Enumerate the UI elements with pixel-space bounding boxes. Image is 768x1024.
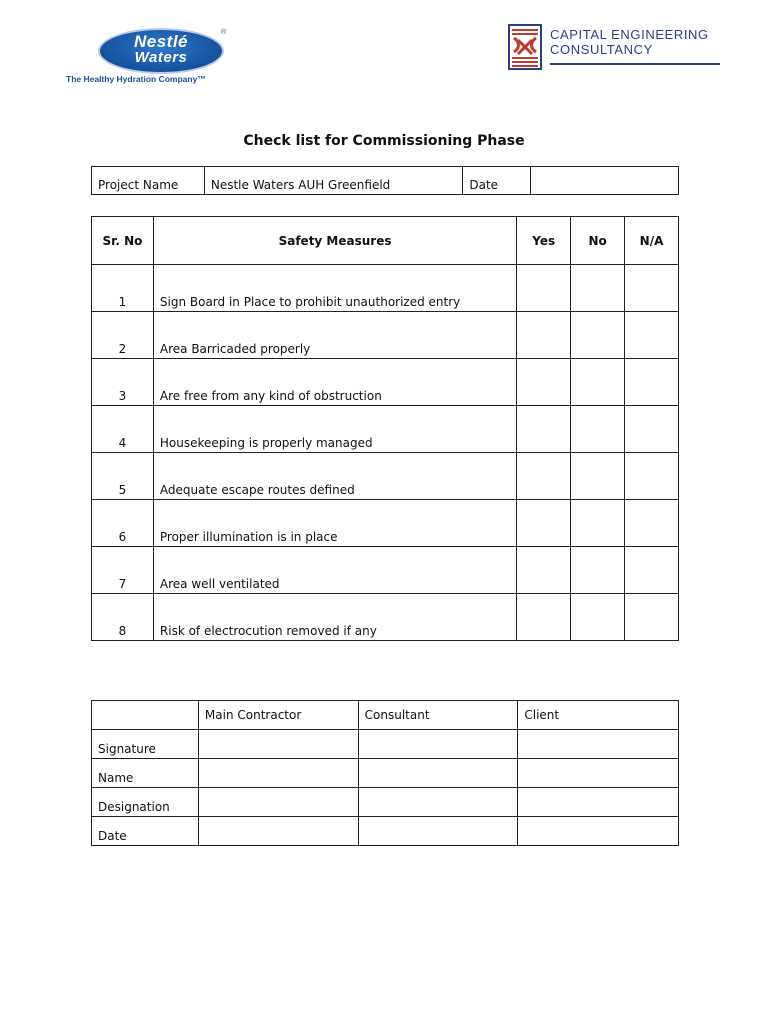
yes-cell[interactable] — [517, 547, 571, 594]
yes-cell[interactable] — [517, 265, 571, 312]
row-measure: Adequate escape routes defined — [153, 453, 516, 500]
project-name-value[interactable]: Nestle Waters AUH Greenfield — [204, 167, 463, 195]
document-title: Check list for Commissioning Phase — [243, 133, 525, 149]
signoff-field[interactable] — [358, 730, 518, 759]
row-srno: 6 — [92, 500, 154, 547]
no-cell[interactable] — [571, 547, 625, 594]
row-srno: 8 — [92, 594, 154, 641]
na-cell[interactable] — [625, 265, 679, 312]
signoff-row-label: Name — [92, 759, 199, 788]
capital-engineering-logo — [508, 24, 723, 74]
safety-checklist-table — [91, 216, 679, 641]
signoff-col-main-contractor: Main Contractor — [198, 701, 358, 730]
signoff-field[interactable] — [198, 759, 358, 788]
signoff-row — [92, 759, 679, 788]
nestle-waters-logo — [66, 24, 266, 88]
signoff-field[interactable] — [518, 817, 679, 846]
signoff-field[interactable] — [198, 730, 358, 759]
yes-cell[interactable] — [517, 594, 571, 641]
signoff-col-client: Client — [518, 701, 679, 730]
signoff-field[interactable] — [518, 730, 679, 759]
table-row — [92, 312, 679, 359]
table-row — [92, 453, 679, 500]
signoff-row — [92, 730, 679, 759]
header-no: No — [571, 217, 625, 265]
yes-cell[interactable] — [517, 312, 571, 359]
nestle-tagline: The Healthy Hydration Company™ — [66, 74, 206, 84]
row-srno: 7 — [92, 547, 154, 594]
nestle-brand-line2: Waters — [134, 49, 188, 66]
na-cell[interactable] — [625, 500, 679, 547]
signoff-row-label: Designation — [92, 788, 199, 817]
signoff-header-row — [92, 701, 679, 730]
cec-underline — [550, 63, 720, 65]
no-cell[interactable] — [571, 359, 625, 406]
yes-cell[interactable] — [517, 453, 571, 500]
na-cell[interactable] — [625, 406, 679, 453]
row-measure: Area well ventilated — [153, 547, 516, 594]
table-row — [92, 594, 679, 641]
project-info-table — [91, 166, 679, 195]
table-row — [92, 265, 679, 312]
project-date-value[interactable] — [531, 167, 679, 195]
yes-cell[interactable] — [517, 359, 571, 406]
signoff-field[interactable] — [198, 788, 358, 817]
signoff-col-consultant: Consultant — [358, 701, 518, 730]
yes-cell[interactable] — [517, 500, 571, 547]
signoff-row — [92, 788, 679, 817]
na-cell[interactable] — [625, 453, 679, 500]
yes-cell[interactable] — [517, 406, 571, 453]
cec-name-line1: CAPITAL ENGINEERING — [550, 27, 709, 42]
nestle-brand-line1: Nestlé — [133, 32, 189, 51]
no-cell[interactable] — [571, 265, 625, 312]
na-cell[interactable] — [625, 547, 679, 594]
no-cell[interactable] — [571, 500, 625, 547]
project-info-row — [92, 167, 679, 195]
na-cell[interactable] — [625, 312, 679, 359]
table-row — [92, 406, 679, 453]
signoff-field[interactable] — [358, 759, 518, 788]
table-row — [92, 547, 679, 594]
header-yes: Yes — [517, 217, 571, 265]
header-safety-measures: Safety Measures — [153, 217, 516, 265]
registered-mark: ® — [221, 29, 227, 36]
project-date-label: Date — [463, 167, 531, 195]
cec-emblem-icon — [508, 24, 542, 70]
table-row — [92, 500, 679, 547]
row-srno: 5 — [92, 453, 154, 500]
signoff-field[interactable] — [518, 788, 679, 817]
table-row — [92, 359, 679, 406]
row-measure: Area Barricaded properly — [153, 312, 516, 359]
header-srno: Sr. No — [92, 217, 154, 265]
signoff-field[interactable] — [198, 817, 358, 846]
row-measure: Sign Board in Place to prohibit unauthorized entry — [153, 265, 516, 312]
signoff-corner-cell — [92, 701, 199, 730]
row-measure: Are free from any kind of obstruction — [153, 359, 516, 406]
row-measure: Risk of electrocution removed if any — [153, 594, 516, 641]
signoff-field[interactable] — [518, 759, 679, 788]
signoff-field[interactable] — [358, 817, 518, 846]
na-cell[interactable] — [625, 359, 679, 406]
signoff-table — [91, 700, 679, 846]
project-name-label: Project Name — [92, 167, 205, 195]
no-cell[interactable] — [571, 594, 625, 641]
row-srno: 3 — [92, 359, 154, 406]
no-cell[interactable] — [571, 312, 625, 359]
cec-name-line2: CONSULTANCY — [550, 42, 653, 57]
row-srno: 4 — [92, 406, 154, 453]
row-srno: 1 — [92, 265, 154, 312]
no-cell[interactable] — [571, 453, 625, 500]
checklist-header-row — [92, 217, 679, 265]
signoff-row-label: Date — [92, 817, 199, 846]
no-cell[interactable] — [571, 406, 625, 453]
na-cell[interactable] — [625, 594, 679, 641]
row-measure: Proper illumination is in place — [153, 500, 516, 547]
signoff-row-label: Signature — [92, 730, 199, 759]
signoff-field[interactable] — [358, 788, 518, 817]
row-measure: Housekeeping is properly managed — [153, 406, 516, 453]
signoff-row — [92, 817, 679, 846]
header-na: N/A — [625, 217, 679, 265]
row-srno: 2 — [92, 312, 154, 359]
